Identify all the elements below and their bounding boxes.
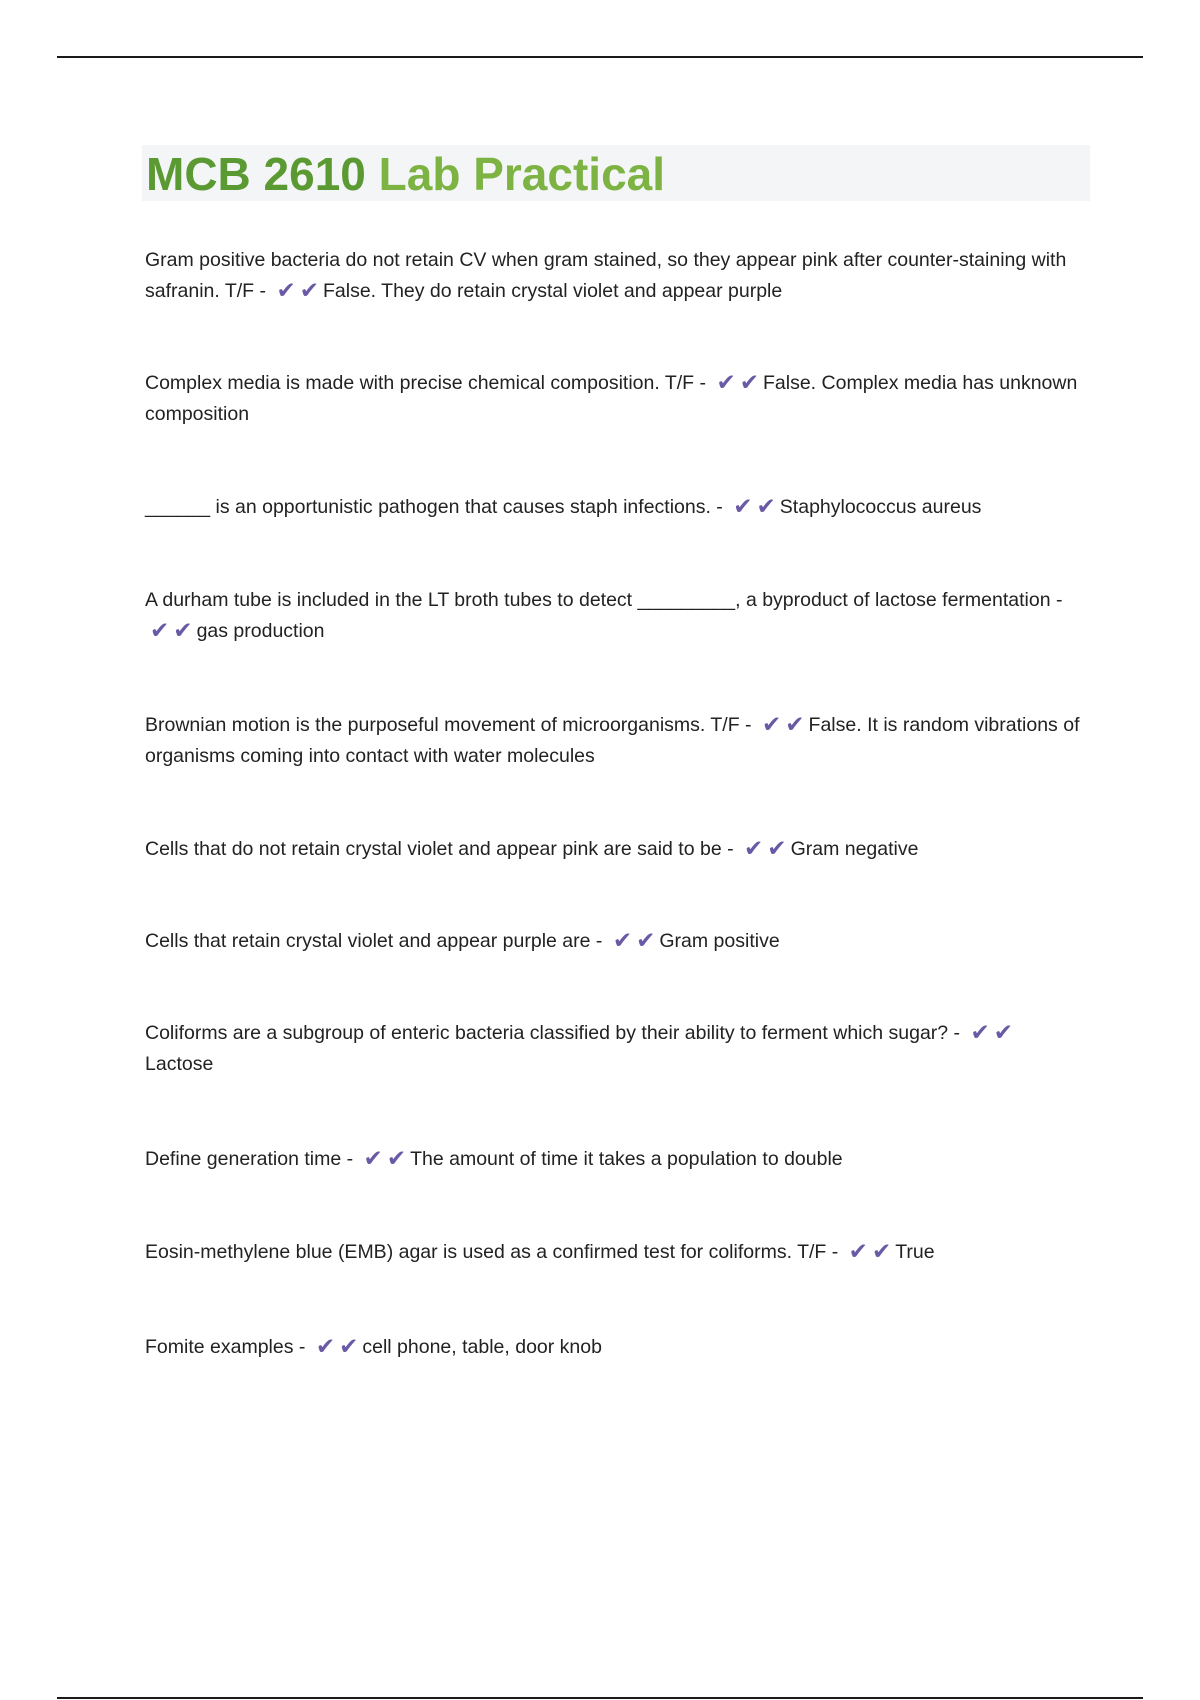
double-check-icon: [274, 276, 321, 307]
question-text: Define generation time -: [145, 1148, 354, 1170]
answer-text: False. They do retain crystal violet and appear purple: [323, 280, 783, 302]
check-icon: ✔: [612, 928, 633, 954]
answer-text: Staphylococcus aureus: [779, 496, 982, 518]
question-text: Cells that retain crystal violet and appear purple are -: [145, 930, 603, 952]
question-text: Fomite examples -: [145, 1336, 306, 1358]
title-course-code: MCB 2610: [146, 148, 366, 200]
answer-text: Gram positive: [659, 930, 780, 952]
double-check-icon: [611, 926, 658, 957]
qa-item: [145, 1332, 1085, 1363]
answer-text: The amount of time it takes a population to double: [410, 1148, 843, 1170]
answer-text: False. It is random vibrations of organisms coming into contact with water molecules: [145, 714, 1080, 767]
double-check-icon: [148, 616, 195, 647]
question-text: Cells that do not retain crystal violet and appear pink are said to be -: [145, 838, 734, 860]
check-icon: ✔: [716, 370, 736, 396]
check-icon: ✔: [339, 1334, 359, 1360]
double-check-icon: [731, 492, 778, 523]
title-subject: Lab Practical: [378, 148, 666, 200]
qa-item: [145, 1018, 1085, 1080]
qa-item: [145, 585, 1085, 647]
check-icon: ✔: [739, 370, 759, 396]
double-check-icon: [314, 1332, 361, 1363]
answer-text: False. Complex media has unknown composition: [145, 372, 1078, 425]
answer-text: Lactose: [145, 1053, 214, 1075]
qa-item: [145, 492, 1085, 523]
check-icon: ✔: [761, 712, 782, 738]
check-icon: ✔: [363, 1146, 383, 1172]
check-icon: ✔: [993, 1020, 1014, 1046]
qa-item: [145, 1144, 1085, 1175]
check-icon: ✔: [848, 1239, 868, 1265]
answer-text: Gram negative: [790, 838, 919, 860]
check-icon: ✔: [636, 928, 656, 954]
double-check-icon: [742, 834, 789, 865]
check-icon: ✔: [315, 1334, 336, 1360]
double-check-icon: [714, 368, 761, 399]
qa-item: [145, 834, 1085, 865]
double-check-icon: [362, 1144, 409, 1175]
question-text: Eosin-methylene blue (EMB) agar is used as a confirmed test for coliforms. T/F -: [145, 1241, 839, 1263]
question-text: Coliforms are a subgroup of enteric bacteria classified by their ability to ferment which sugar? -: [145, 1022, 961, 1044]
bottom-rule: [57, 1697, 1143, 1699]
answer-text: gas production: [196, 620, 325, 642]
check-icon: ✔: [970, 1020, 990, 1046]
check-icon: ✔: [150, 618, 170, 644]
check-icon: ✔: [785, 712, 805, 738]
double-check-icon: [760, 710, 807, 741]
qa-item: [145, 368, 1085, 430]
check-icon: ✔: [733, 494, 753, 520]
qa-item: [145, 245, 1085, 307]
check-icon: ✔: [386, 1146, 407, 1172]
double-check-icon: [968, 1018, 1015, 1049]
check-icon: ✔: [744, 836, 764, 862]
double-check-icon: [847, 1237, 894, 1268]
check-icon: ✔: [299, 278, 319, 304]
top-rule: [57, 56, 1143, 58]
answer-text: True: [895, 1241, 935, 1263]
question-text: Complex media is made with precise chemical composition. T/F -: [145, 372, 707, 394]
question-text: A durham tube is included in the LT broth tubes to detect _________, a byproduct of lactose fermentation -: [145, 589, 1063, 611]
answer-text: cell phone, table, door knob: [362, 1336, 602, 1358]
question-text: Gram positive bacteria do not retain CV when gram stained, so they appear pink after counter-staining with safranin. T/F -: [145, 249, 1067, 302]
question-text: ______ is an opportunistic pathogen that causes staph infections. -: [145, 496, 723, 518]
check-icon: ✔: [871, 1239, 892, 1265]
check-icon: ✔: [173, 618, 193, 644]
qa-item: [145, 926, 1085, 957]
qa-item: [145, 710, 1085, 772]
qa-item: [145, 1237, 1085, 1268]
check-icon: ✔: [767, 836, 787, 862]
document-title: [146, 146, 665, 202]
check-icon: ✔: [756, 494, 776, 520]
check-icon: ✔: [276, 278, 296, 304]
question-text: Brownian motion is the purposeful movement of microorganisms. T/F -: [145, 714, 752, 736]
